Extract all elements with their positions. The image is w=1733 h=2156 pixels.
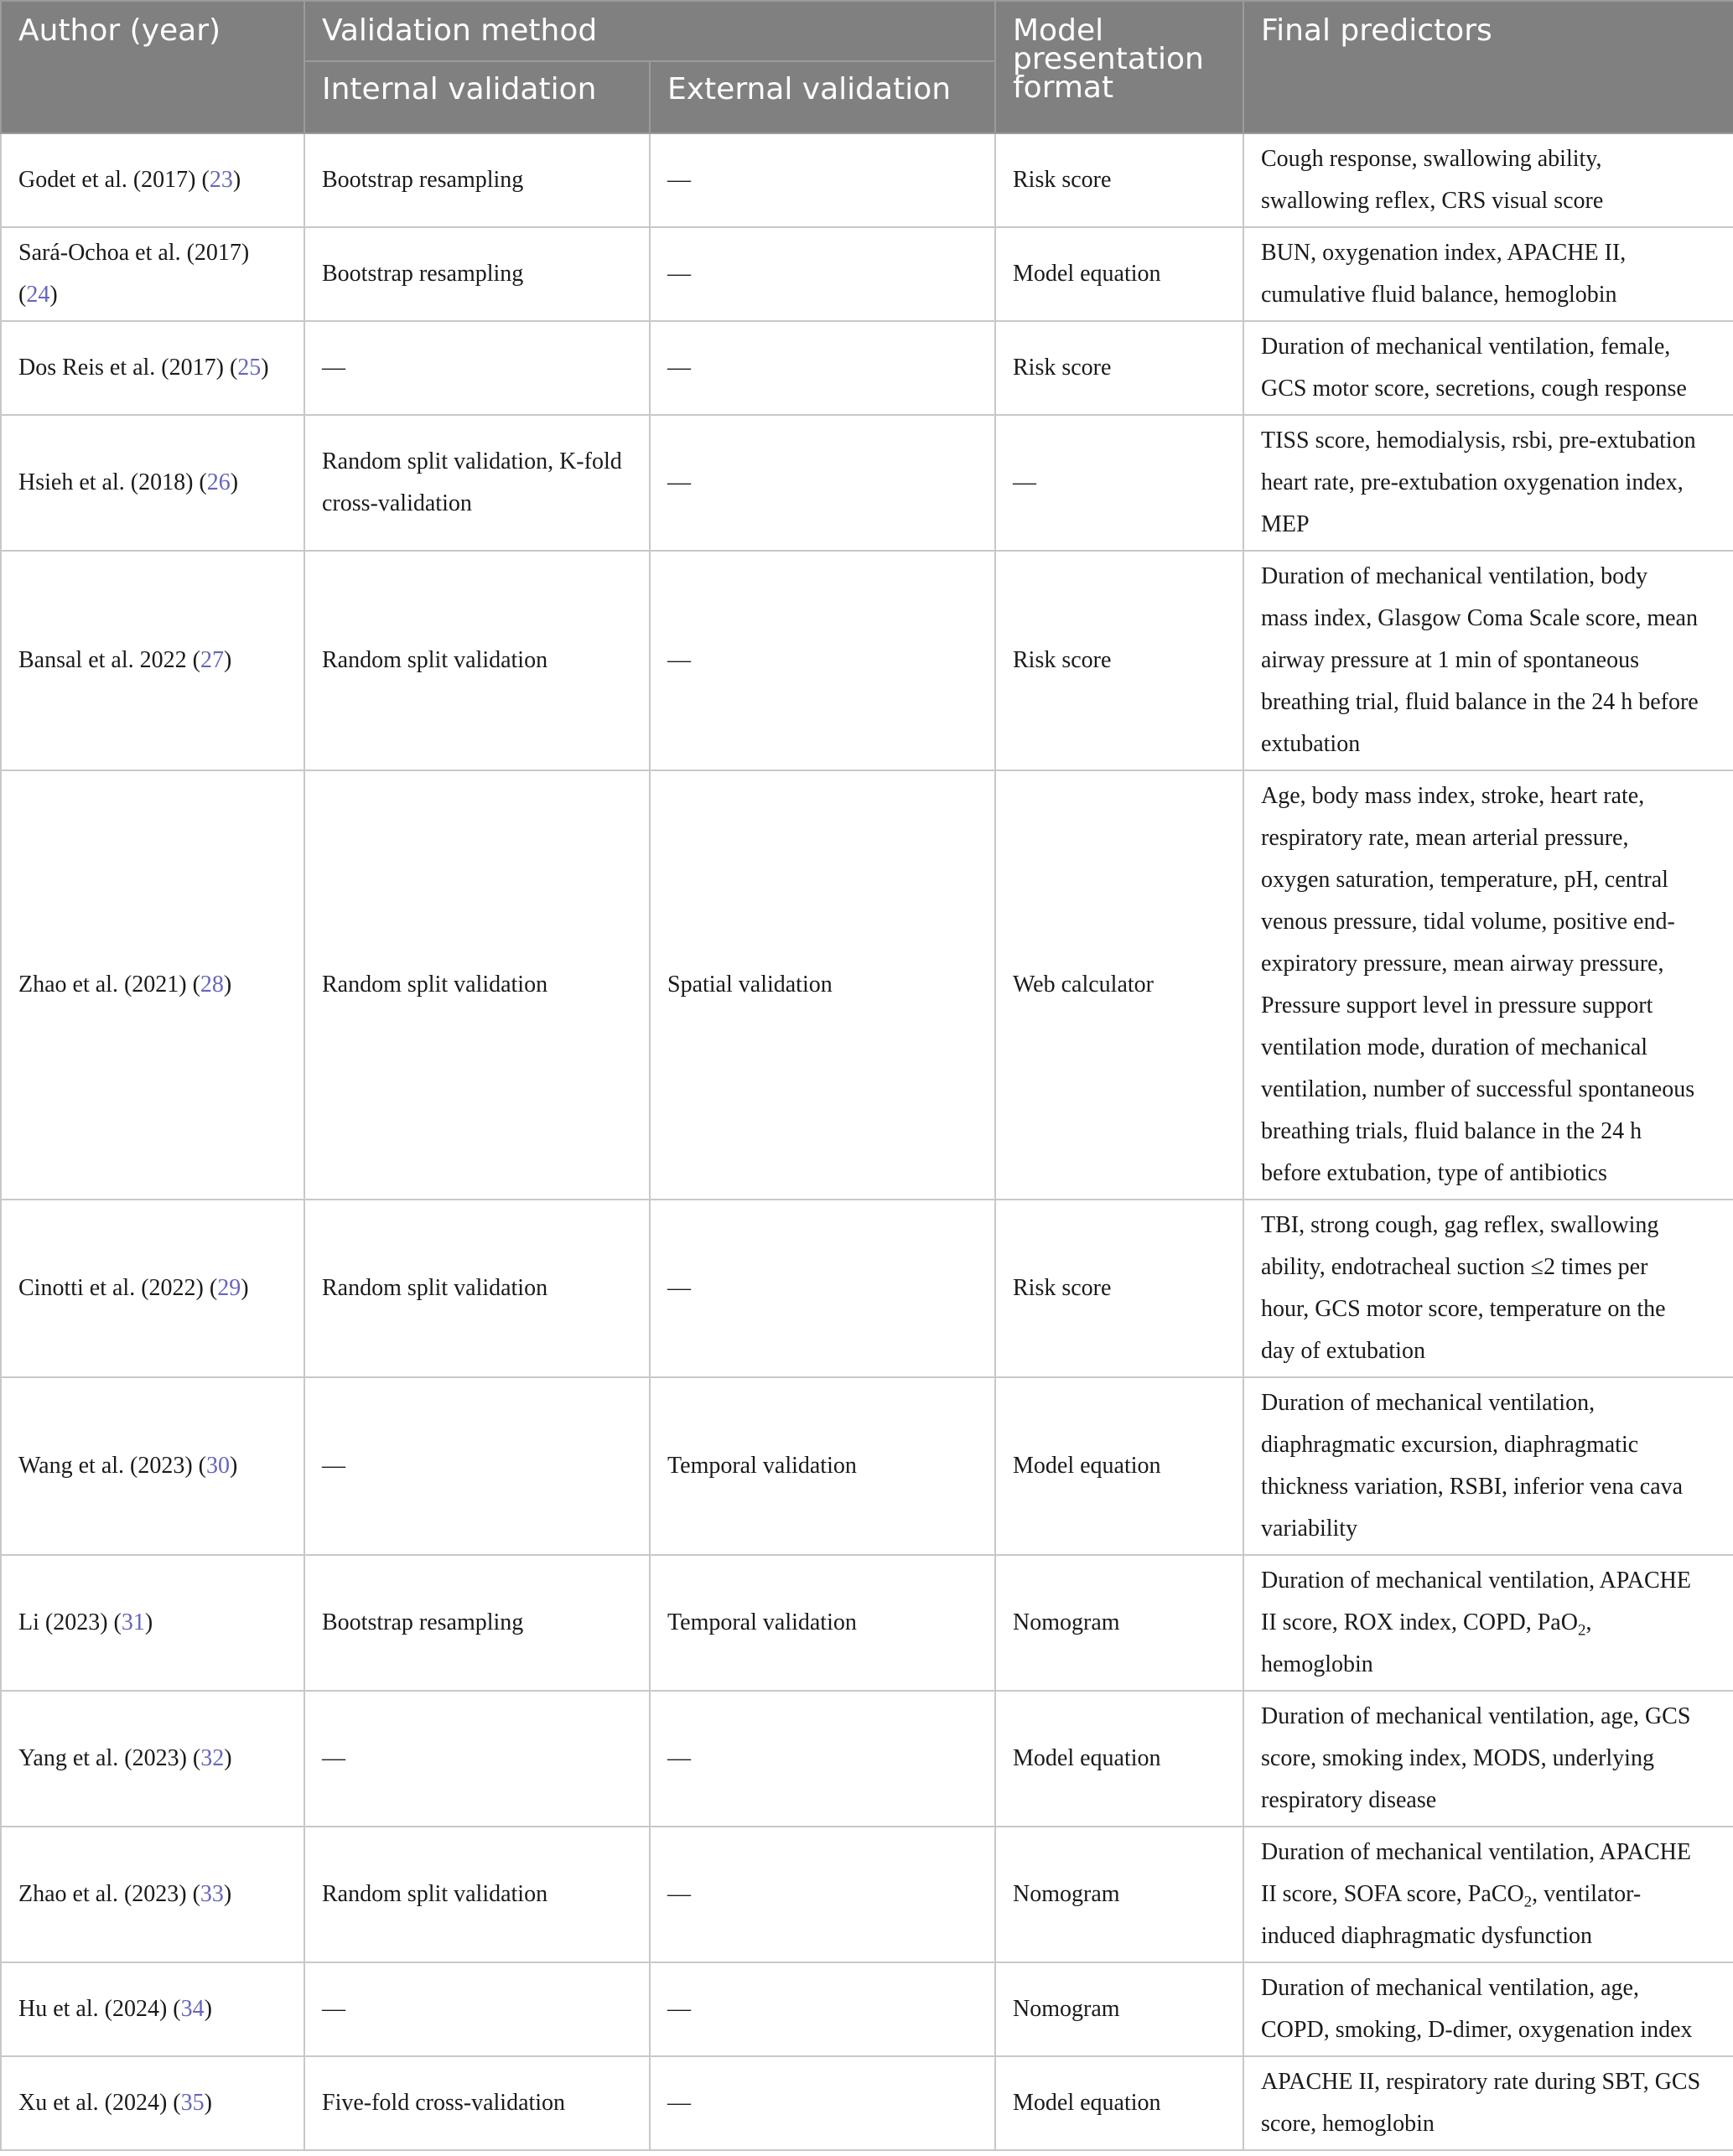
table-row: [1, 1555, 1733, 1691]
table-row: [1, 1827, 1733, 1962]
cell-author: Bansal et al. 2022 (27): [1, 551, 304, 770]
cell-external-validation: —: [650, 227, 995, 321]
header-model-format: Model presentation format: [995, 1, 1243, 133]
table-row: [1, 133, 1733, 227]
cell-internal-validation: —: [304, 1691, 650, 1827]
cell-model-format: Model equation: [995, 1377, 1243, 1555]
cell-external-validation: Temporal validation: [650, 1555, 995, 1691]
cell-final-predictors: Duration of mechanical ventilation, female, GCS motor score, secretions, cough response: [1243, 321, 1733, 415]
cell-internal-validation: Five-fold cross-validation: [304, 2056, 650, 2150]
cell-final-predictors: Age, body mass index, stroke, heart rate, respiratory rate, mean arterial pressure, oxygen saturation, temperature, pH, central venous pressure, tidal volume, positive end- expiratory pressure, mean airway pressure, Pressure support level in pressure support ventilation mode, duration of mechanical ventilation, number of successful spontaneous breathing trials, fluid balance in the 24 h before extubation, type of antibiotics: [1243, 770, 1733, 1200]
header-external-validation: External validation: [650, 61, 995, 133]
reference-link[interactable]: 25: [237, 355, 262, 381]
cell-external-validation: Temporal validation: [650, 1377, 995, 1555]
cell-final-predictors: Duration of mechanical ventilation, age, GCS score, smoking index, MODS, underlying respiratory disease: [1243, 1691, 1733, 1827]
cell-author: Yang et al. (2023) (32): [1, 1691, 304, 1827]
table-row: [1, 2056, 1733, 2150]
cell-model-format: Model equation: [995, 1691, 1243, 1827]
cell-model-format: Risk score: [995, 133, 1243, 227]
cell-model-format: Risk score: [995, 1200, 1243, 1377]
reference-link[interactable]: 23: [209, 167, 233, 193]
cell-final-predictors: Duration of mechanical ventilation, age, COPD, smoking, D-dimer, oxygenation index: [1243, 1962, 1733, 2056]
cell-internal-validation: —: [304, 321, 650, 415]
cell-external-validation: —: [650, 1827, 995, 1962]
reference-link[interactable]: 34: [180, 1996, 205, 2022]
reference-link[interactable]: 28: [200, 972, 224, 998]
header-final-predictors: Final predictors: [1243, 1, 1733, 133]
cell-author: Dos Reis et al. (2017) (25): [1, 321, 304, 415]
cell-final-predictors: BUN, oxygenation index, APACHE II, cumulative fluid balance, hemoglobin: [1243, 227, 1733, 321]
cell-external-validation: —: [650, 1691, 995, 1827]
cell-model-format: Risk score: [995, 321, 1243, 415]
table-row: [1, 551, 1733, 770]
table-row: [1, 415, 1733, 551]
reference-link[interactable]: 30: [206, 1453, 230, 1479]
cell-model-format: Model equation: [995, 2056, 1243, 2150]
reference-link[interactable]: 33: [200, 1881, 224, 1907]
cell-external-validation: —: [650, 415, 995, 551]
cell-final-predictors: TISS score, hemodialysis, rsbi, pre-extubation heart rate, pre-extubation oxygenation index, MEP: [1243, 415, 1733, 551]
cell-internal-validation: Random split validation, K-fold cross-validation: [304, 415, 650, 551]
table-row: [1, 770, 1733, 1200]
cell-internal-validation: Random split validation: [304, 770, 650, 1200]
cell-external-validation: —: [650, 1962, 995, 2056]
table-row: [1, 1691, 1733, 1827]
cell-final-predictors: APACHE II, respiratory rate during SBT, GCS score, hemoglobin: [1243, 2056, 1733, 2150]
cell-author: Wang et al. (2023) (30): [1, 1377, 304, 1555]
reference-link[interactable]: 26: [206, 469, 231, 495]
cell-final-predictors: Duration of mechanical ventilation, APACHE II score, ROX index, COPD, PaO$_2$, hemoglobin: [1243, 1555, 1733, 1691]
reference-link[interactable]: 24: [26, 282, 50, 308]
cell-external-validation: —: [650, 133, 995, 227]
cell-author: Hu et al. (2024) (34): [1, 1962, 304, 2056]
cell-external-validation: —: [650, 1200, 995, 1377]
cell-model-format: —: [995, 415, 1243, 551]
table-row: [1, 1200, 1733, 1377]
cell-model-format: Web calculator: [995, 770, 1243, 1200]
cell-author: Hsieh et al. (2018) (26): [1, 415, 304, 551]
cell-internal-validation: Random split validation: [304, 1200, 650, 1377]
cell-internal-validation: Bootstrap resampling: [304, 133, 650, 227]
cell-author: Zhao et al. (2021) (28): [1, 770, 304, 1200]
cell-final-predictors: TBI, strong cough, gag reflex, swallowing ability, endotracheal suction ≤2 times per hour, GCS motor score, temperature on the day of extubation: [1243, 1200, 1733, 1377]
cell-internal-validation: —: [304, 1962, 650, 2056]
reference-link[interactable]: 29: [217, 1275, 241, 1301]
cell-author: Zhao et al. (2023) (33): [1, 1827, 304, 1962]
cell-author: Godet et al. (2017) (23): [1, 133, 304, 227]
cell-final-predictors: Duration of mechanical ventilation, body mass index, Glasgow Coma Scale score, mean airway pressure at 1 min of spontaneous breathing trial, fluid balance in the 24 h before extubation: [1243, 551, 1733, 770]
reference-link[interactable]: 27: [200, 647, 224, 673]
cell-model-format: Nomogram: [995, 1827, 1243, 1962]
cell-internal-validation: Random split validation: [304, 1827, 650, 1962]
table-header: [1, 1, 1733, 133]
reference-link[interactable]: 31: [121, 1609, 145, 1635]
cell-model-format: Risk score: [995, 551, 1243, 770]
cell-external-validation: Spatial validation: [650, 770, 995, 1200]
cell-internal-validation: Bootstrap resampling: [304, 1555, 650, 1691]
cell-author: Li (2023) (31): [1, 1555, 304, 1691]
header-author-year: Author (year): [1, 1, 304, 133]
cell-author: Xu et al. (2024) (35): [1, 2056, 304, 2150]
cell-final-predictors: Duration of mechanical ventilation, APACHE II score, SOFA score, PaCO$_2$, ventilator- induced diaphragmatic dysfunction: [1243, 1827, 1733, 1962]
table-row: [1, 1377, 1733, 1555]
reference-link[interactable]: 32: [200, 1745, 225, 1771]
header-validation-method: Validation method: [304, 1, 995, 61]
header-internal-validation: Internal validation: [304, 61, 650, 133]
cell-final-predictors: Duration of mechanical ventilation, diaphragmatic excursion, diaphragmatic thickness variation, RSBI, inferior vena cava variability: [1243, 1377, 1733, 1555]
cell-author: Sará-Ochoa et al. (2017) (24): [1, 227, 304, 321]
cell-model-format: Nomogram: [995, 1962, 1243, 2056]
table-row: [1, 227, 1733, 321]
cell-final-predictors: Cough response, swallowing ability, swallowing reflex, CRS visual score: [1243, 133, 1733, 227]
cell-model-format: Nomogram: [995, 1555, 1243, 1691]
table-row: [1, 321, 1733, 415]
cell-author: Cinotti et al. (2022) (29): [1, 1200, 304, 1377]
cell-internal-validation: Bootstrap resampling: [304, 227, 650, 321]
cell-external-validation: —: [650, 321, 995, 415]
cell-external-validation: —: [650, 551, 995, 770]
cell-internal-validation: —: [304, 1377, 650, 1555]
table-row: [1, 1962, 1733, 2056]
cell-external-validation: —: [650, 2056, 995, 2150]
cell-internal-validation: Random split validation: [304, 551, 650, 770]
cell-model-format: Model equation: [995, 227, 1243, 321]
reference-link[interactable]: 35: [180, 2090, 205, 2116]
